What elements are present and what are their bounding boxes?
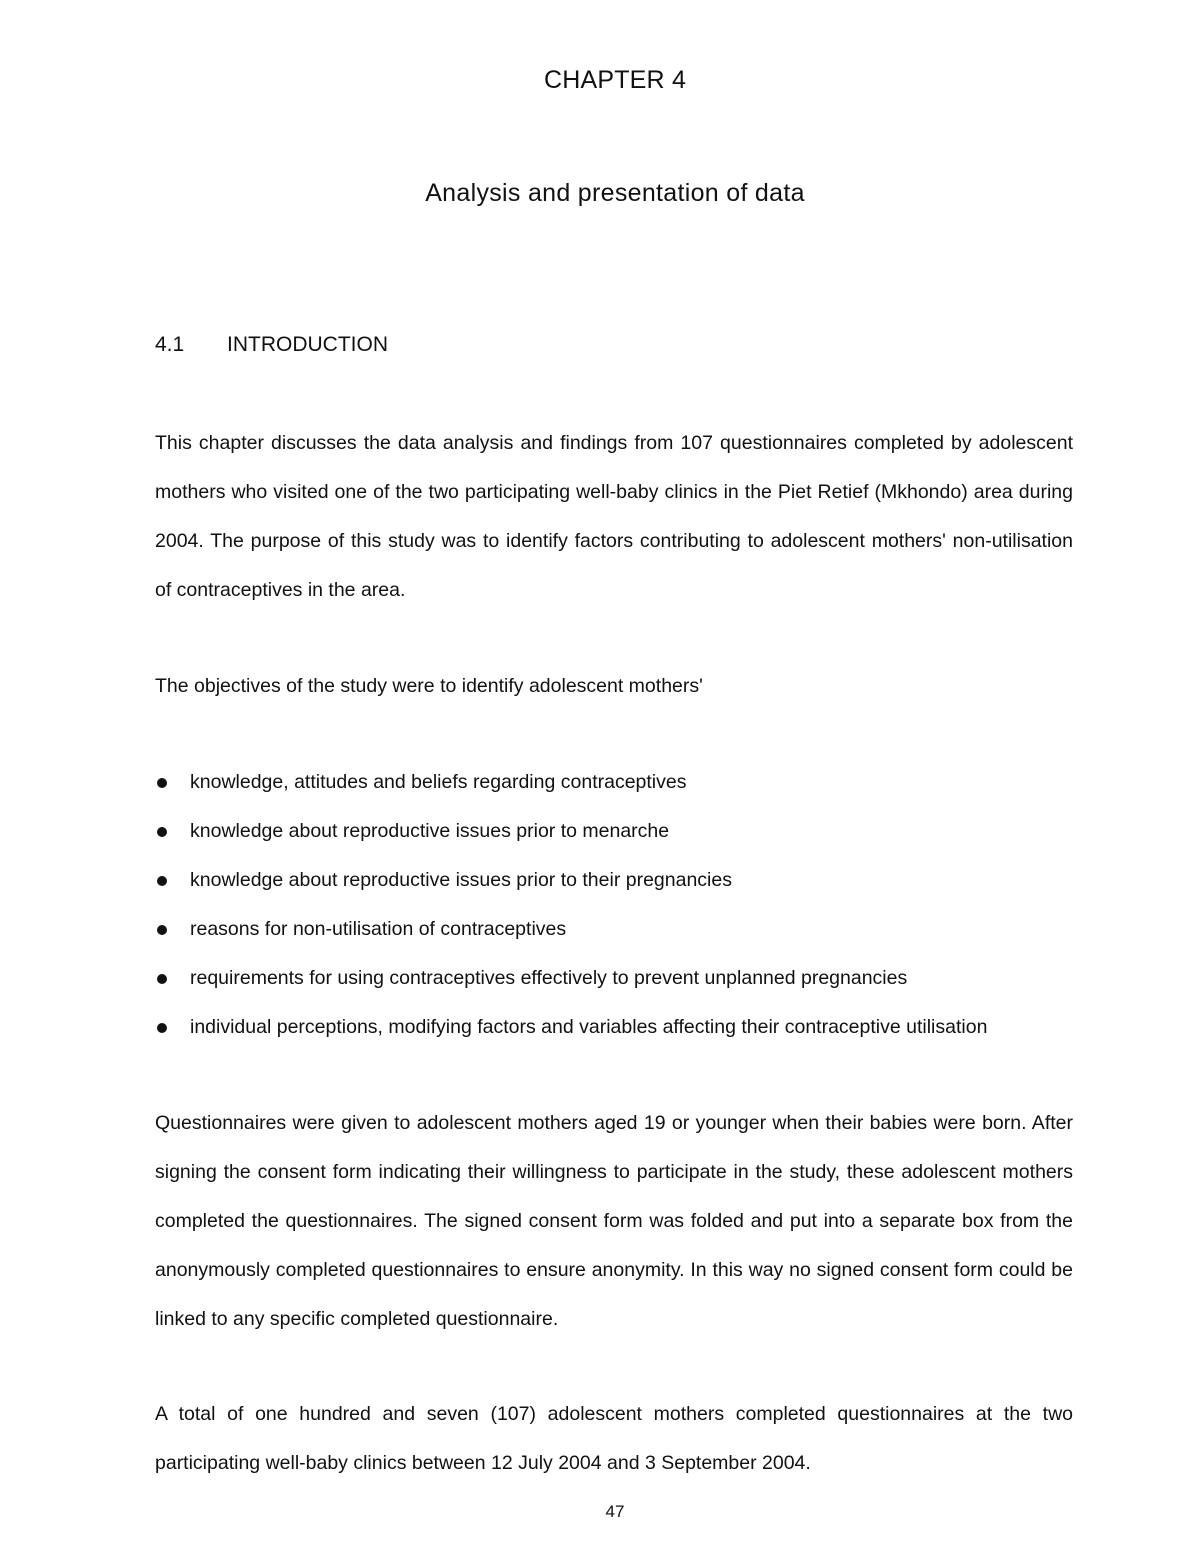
list-item-text: knowledge about reproductive issues prior to their pregnancies [190,869,732,891]
paragraph-text: Questionnaires were given to adolescent mothers aged 19 or younger when their babies were born. After signing the consent form indicating their willingness to participate in the study, these adolescent mothers completed the questionnaires. The signed consent form was folded and put into a separate box from the anonymously completed questionnaires to ensure anonymity. In this way no signed consent form could be linked to any specific completed questionnaire. [155,1112,1073,1330]
bullet-icon [157,925,167,935]
bullet-icon [157,827,167,837]
paragraph-text: This chapter discusses the data analysis and findings from 107 questionnaires completed by adolescent mothers who visited one of the two participating well-baby clinics in the Piet Retief (Mkhondo) area during 2004. The purpose of this study was to identify factors contributing to adolescent mothers' non-utilisation of contraceptives in the area. [155,432,1073,601]
list-item-text: reasons for non-utilisation of contraceptives [190,918,567,940]
list-item [155,807,1073,856]
section-title: INTRODUCTION [227,333,388,356]
bullet-icon [157,876,167,886]
section-heading [155,333,388,357]
bullet-icon [157,1023,167,1033]
list-item [155,905,1073,954]
list-item-text: individual perceptions, modifying factors and variables affecting their contraceptive utilisation [190,1016,988,1038]
list-item-text: knowledge about reproductive issues prior to menarche [190,820,670,842]
paragraph-introduction [155,419,1073,615]
bullet-icon [157,778,167,788]
list-item-text: knowledge, attitudes and beliefs regarding contraceptives [190,771,687,793]
chapter-label: CHAPTER 4 [543,66,687,94]
list-item [155,1003,1073,1052]
list-item [155,856,1073,905]
paragraph-procedure [155,1099,1073,1344]
section-number: 4.1 [155,333,185,356]
list-item [155,954,1073,1003]
paragraph-objectives-intro [155,662,1073,711]
paragraph-total [155,1390,1073,1488]
list-item-text: requirements for using contraceptives effectively to prevent unplanned pregnancies [190,967,908,989]
chapter-title: Analysis and presentation of data [425,179,805,207]
page-number: 47 [605,1502,625,1521]
bullet-icon [157,974,167,984]
paragraph-text: The objectives of the study were to identify adolescent mothers' [155,675,703,697]
paragraph-text: A total of one hundred and seven (107) adolescent mothers completed questionnaires at the two participating well-baby clinics between 12 July 2004 and 3 September 2004. [155,1403,1073,1474]
list-item [155,758,1073,807]
objectives-list [155,758,1073,1052]
